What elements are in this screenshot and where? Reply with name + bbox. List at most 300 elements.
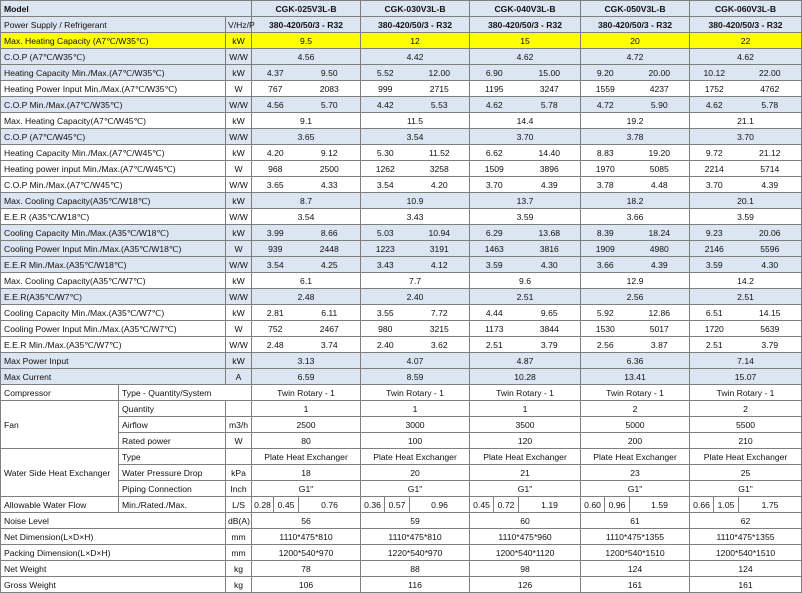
row-label: Allowable Water Flow xyxy=(1,497,119,513)
min-value-cell: 1262 xyxy=(361,161,410,177)
value-cell: 14.4 xyxy=(470,113,581,129)
min-value-cell: 3.66 xyxy=(581,257,630,273)
min-value-cell: 1530 xyxy=(581,321,630,337)
value-cell: 2.40 xyxy=(361,289,470,305)
unit-cell: W/W xyxy=(226,129,252,145)
row-label: E.E.R Min./Max.(A35℃/W7℃) xyxy=(1,337,226,353)
max-value-cell: 20.06 xyxy=(739,225,802,241)
max-value-cell: 4.39 xyxy=(519,177,581,193)
flow-value-cell: 0.45 xyxy=(470,497,494,513)
water-flow-row xyxy=(1,497,802,513)
row-label: Water Side Heat Exchanger xyxy=(1,449,119,497)
value-cell: 22 xyxy=(690,33,802,49)
min-value-cell: 999 xyxy=(361,81,410,97)
max-value-cell: 2715 xyxy=(410,81,470,97)
flow-value-cell: 0.60 xyxy=(581,497,605,513)
model-header-row xyxy=(1,1,802,17)
min-value-cell: 6.62 xyxy=(470,145,519,161)
value-cell: 13.7 xyxy=(470,193,581,209)
value-cell: 1 xyxy=(252,401,361,417)
spec-row xyxy=(1,289,802,305)
max-value-cell: 4.12 xyxy=(410,257,470,273)
value-cell: 80 xyxy=(252,433,361,449)
value-cell: 116 xyxy=(361,577,470,593)
min-value-cell: 4.62 xyxy=(690,97,739,113)
packing-dimension-row xyxy=(1,545,802,561)
max-value-cell: 6.11 xyxy=(299,305,361,321)
value-cell: G1" xyxy=(361,481,470,497)
fan-row xyxy=(1,417,802,433)
unit-cell: kW xyxy=(226,33,252,49)
value-cell: 4.62 xyxy=(690,49,802,65)
value-cell: 18 xyxy=(252,465,361,481)
max-value-cell: 5.90 xyxy=(630,97,690,113)
unit-cell: dB(A) xyxy=(226,513,252,529)
spec-row xyxy=(1,161,802,177)
min-value-cell: 767 xyxy=(252,81,299,97)
min-value-cell: 1909 xyxy=(581,241,630,257)
value-cell: 15.07 xyxy=(690,369,802,385)
min-value-cell: 8.39 xyxy=(581,225,630,241)
sub-label: Piping Connection xyxy=(119,481,226,497)
value-cell: 3.59 xyxy=(470,209,581,225)
row-label: C.O.P (A7℃/W35℃) xyxy=(1,49,226,65)
value-cell: 3.78 xyxy=(581,129,690,145)
value-cell: Twin Rotary - 1 xyxy=(470,385,581,401)
unit-cell: kW xyxy=(226,113,252,129)
row-label: Heating power input Min./Max.(A7℃/W45℃) xyxy=(1,161,226,177)
min-value-cell: 5.30 xyxy=(361,145,410,161)
value-cell: 2.51 xyxy=(470,289,581,305)
value-cell: 1110*475*810 xyxy=(252,529,361,545)
unit-cell: A xyxy=(226,369,252,385)
min-value-cell: 3.59 xyxy=(690,257,739,273)
min-value-cell: 9.20 xyxy=(581,65,630,81)
max-value-cell: 3215 xyxy=(410,321,470,337)
spec-row xyxy=(1,337,802,353)
spec-row xyxy=(1,97,802,113)
flow-value-cell: 0.36 xyxy=(361,497,385,513)
min-value-cell: 4.62 xyxy=(470,97,519,113)
min-value-cell: 4.37 xyxy=(252,65,299,81)
sub-label: Type - Quantity/System xyxy=(119,385,252,401)
value-cell: 161 xyxy=(581,577,690,593)
min-value-cell: 5.92 xyxy=(581,305,630,321)
row-label: Packing Dimension(L×D×H) xyxy=(1,545,226,561)
value-cell: 11.5 xyxy=(361,113,470,129)
value-cell: 120 xyxy=(470,433,581,449)
min-value-cell: 2.81 xyxy=(252,305,299,321)
unit-cell: W xyxy=(226,241,252,257)
min-value-cell: 4.20 xyxy=(252,145,299,161)
value-cell: 126 xyxy=(470,577,581,593)
value-cell: 18.2 xyxy=(581,193,690,209)
max-value-cell: 4.39 xyxy=(739,177,802,193)
unit-cell: W/W xyxy=(226,97,252,113)
power-supply-row xyxy=(1,17,802,33)
max-value-cell: 5714 xyxy=(739,161,802,177)
min-value-cell: 2.51 xyxy=(690,337,739,353)
value-cell: 59 xyxy=(361,513,470,529)
spec-row xyxy=(1,241,802,257)
min-value-cell: 6.51 xyxy=(690,305,739,321)
min-value-cell: 3.54 xyxy=(361,177,410,193)
spec-row xyxy=(1,33,802,49)
max-value-cell: 9.12 xyxy=(299,145,361,161)
unit-cell: W xyxy=(226,161,252,177)
value-cell: 380-420/50/3 - R32 xyxy=(581,17,690,33)
value-cell: Twin Rotary - 1 xyxy=(690,385,802,401)
min-value-cell: 5.03 xyxy=(361,225,410,241)
min-value-cell: 10.12 xyxy=(690,65,739,81)
max-value-cell: 4.25 xyxy=(299,257,361,273)
spec-row xyxy=(1,321,802,337)
max-value-cell: 5085 xyxy=(630,161,690,177)
row-label: Noise Level xyxy=(1,513,226,529)
spec-row xyxy=(1,129,802,145)
spec-row xyxy=(1,209,802,225)
spec-row xyxy=(1,353,802,369)
min-value-cell: 2.40 xyxy=(361,337,410,353)
max-value-cell: 4.39 xyxy=(630,257,690,273)
value-cell: 1 xyxy=(361,401,470,417)
flow-value-cell: 1.59 xyxy=(630,497,690,513)
value-cell: 1200*540*1510 xyxy=(581,545,690,561)
max-value-cell: 3191 xyxy=(410,241,470,257)
min-value-cell: 1559 xyxy=(581,81,630,97)
value-cell: 13.41 xyxy=(581,369,690,385)
max-value-cell: 5639 xyxy=(739,321,802,337)
flow-value-cell: 1.75 xyxy=(739,497,802,513)
spec-row xyxy=(1,145,802,161)
sub-label: Water Pressure Drop xyxy=(119,465,226,481)
water-side-row xyxy=(1,481,802,497)
min-value-cell: 2214 xyxy=(690,161,739,177)
row-label: Max Power Input xyxy=(1,353,226,369)
min-value-cell: 6.90 xyxy=(470,65,519,81)
value-cell: G1" xyxy=(252,481,361,497)
row-label: Cooling Power Input Min./Max.(A35℃/W7℃) xyxy=(1,321,226,337)
unit-cell: kW xyxy=(226,305,252,321)
value-cell: 8.7 xyxy=(252,193,361,209)
max-value-cell: 4.20 xyxy=(410,177,470,193)
unit-cell: mm xyxy=(226,545,252,561)
model-name: CGK-060V3L-B xyxy=(690,1,802,17)
max-value-cell: 4.33 xyxy=(299,177,361,193)
value-cell: 1220*540*970 xyxy=(361,545,470,561)
max-value-cell: 4237 xyxy=(630,81,690,97)
max-value-cell: 3.62 xyxy=(410,337,470,353)
value-cell: 380-420/50/3 - R32 xyxy=(690,17,802,33)
value-cell: 106 xyxy=(252,577,361,593)
value-cell: 6.1 xyxy=(252,273,361,289)
fan-row xyxy=(1,401,802,417)
row-label: Cooling Capacity Min./Max.(A35℃/W18℃) xyxy=(1,225,226,241)
spec-row xyxy=(1,49,802,65)
row-label: E.E.R (A35℃/W18℃) xyxy=(1,209,226,225)
value-cell: 3.54 xyxy=(361,129,470,145)
value-cell: 2500 xyxy=(252,417,361,433)
flow-value-cell: 0.72 xyxy=(494,497,519,513)
unit-cell: W/W xyxy=(226,177,252,193)
min-value-cell: 3.59 xyxy=(470,257,519,273)
value-cell: 4.07 xyxy=(361,353,470,369)
min-value-cell: 2.56 xyxy=(581,337,630,353)
value-cell: 2.48 xyxy=(252,289,361,305)
value-cell: 3.66 xyxy=(581,209,690,225)
unit-cell: m3/h xyxy=(226,417,252,433)
value-cell: 9.6 xyxy=(470,273,581,289)
unit-cell: W xyxy=(226,321,252,337)
max-value-cell: 5596 xyxy=(739,241,802,257)
flow-value-cell: 0.76 xyxy=(299,497,361,513)
row-label: Max. Heating Capacity(A7℃/W45℃) xyxy=(1,113,226,129)
max-value-cell: 3.79 xyxy=(739,337,802,353)
row-label: Heating Capacity Min./Max.(A7℃/W35℃) xyxy=(1,65,226,81)
value-cell: Plate Heat Exchanger xyxy=(361,449,470,465)
max-value-cell: 13.68 xyxy=(519,225,581,241)
max-value-cell: 5.53 xyxy=(410,97,470,113)
max-value-cell: 19.20 xyxy=(630,145,690,161)
value-cell: 8.59 xyxy=(361,369,470,385)
min-value-cell: 3.70 xyxy=(470,177,519,193)
flow-value-cell: 0.96 xyxy=(605,497,630,513)
min-value-cell: 1463 xyxy=(470,241,519,257)
value-cell: 62 xyxy=(690,513,802,529)
value-cell: 23 xyxy=(581,465,690,481)
row-label: Cooling Capacity Min./Max.(A35℃/W7℃) xyxy=(1,305,226,321)
water-side-row xyxy=(1,465,802,481)
min-value-cell: 939 xyxy=(252,241,299,257)
unit-cell: kW xyxy=(226,225,252,241)
max-value-cell: 3896 xyxy=(519,161,581,177)
unit-cell: W/W xyxy=(226,49,252,65)
compressor-row xyxy=(1,385,802,401)
value-cell: 100 xyxy=(361,433,470,449)
max-value-cell: 12.86 xyxy=(630,305,690,321)
value-cell: 161 xyxy=(690,577,802,593)
row-label: Gross Weight xyxy=(1,577,226,593)
value-cell: 3.54 xyxy=(252,209,361,225)
unit-cell: kW xyxy=(226,145,252,161)
spec-row xyxy=(1,81,802,97)
value-cell: 4.87 xyxy=(470,353,581,369)
max-value-cell: 11.52 xyxy=(410,145,470,161)
min-value-cell: 2.48 xyxy=(252,337,299,353)
value-cell: 2.51 xyxy=(690,289,802,305)
max-value-cell: 5.70 xyxy=(299,97,361,113)
spec-row xyxy=(1,369,802,385)
value-cell: 3.70 xyxy=(690,129,802,145)
row-label: C.O.P (A7℃/W45℃) xyxy=(1,129,226,145)
max-value-cell: 8.66 xyxy=(299,225,361,241)
row-label: C.O.P Min./Max.(A7℃/W45℃) xyxy=(1,177,226,193)
unit-cell: W xyxy=(226,81,252,97)
sub-label: Airflow xyxy=(119,417,226,433)
spec-row xyxy=(1,113,802,129)
value-cell: 4.62 xyxy=(470,49,581,65)
max-value-cell: 2500 xyxy=(299,161,361,177)
flow-value-cell: 1.05 xyxy=(714,497,739,513)
min-value-cell: 968 xyxy=(252,161,299,177)
noise-row xyxy=(1,513,802,529)
value-cell: 1200*540*1510 xyxy=(690,545,802,561)
max-value-cell: 22.00 xyxy=(739,65,802,81)
net-dimension-row xyxy=(1,529,802,545)
model-name: CGK-030V3L-B xyxy=(361,1,470,17)
min-value-cell: 752 xyxy=(252,321,299,337)
value-cell: 9.1 xyxy=(252,113,361,129)
value-cell: 12.9 xyxy=(581,273,690,289)
unit-cell: W/W xyxy=(226,209,252,225)
min-value-cell: 3.55 xyxy=(361,305,410,321)
max-value-cell: 2448 xyxy=(299,241,361,257)
max-value-cell: 15.00 xyxy=(519,65,581,81)
model-name: CGK-040V3L-B xyxy=(470,1,581,17)
spec-row xyxy=(1,273,802,289)
min-value-cell: 9.72 xyxy=(690,145,739,161)
max-value-cell: 4.30 xyxy=(739,257,802,273)
unit-cell: V/Hz/P xyxy=(226,17,252,33)
value-cell: 56 xyxy=(252,513,361,529)
min-value-cell: 2.51 xyxy=(470,337,519,353)
row-label: Max Current xyxy=(1,369,226,385)
min-value-cell: 3.70 xyxy=(690,177,739,193)
max-value-cell: 3.74 xyxy=(299,337,361,353)
value-cell: G1" xyxy=(690,481,802,497)
unit-cell xyxy=(226,449,252,465)
spec-row xyxy=(1,193,802,209)
min-value-cell: 4.42 xyxy=(361,97,410,113)
min-value-cell: 4.56 xyxy=(252,97,299,113)
value-cell: 25 xyxy=(690,465,802,481)
value-cell: 4.42 xyxy=(361,49,470,65)
value-cell: 1 xyxy=(470,401,581,417)
row-label: Max. Cooling Capacity(A35℃/W18℃) xyxy=(1,193,226,209)
value-cell: 210 xyxy=(690,433,802,449)
spec-row xyxy=(1,257,802,273)
max-value-cell: 4980 xyxy=(630,241,690,257)
value-cell: 20 xyxy=(581,33,690,49)
flow-value-cell: 0.57 xyxy=(385,497,410,513)
value-cell: 10.28 xyxy=(470,369,581,385)
max-value-cell: 5017 xyxy=(630,321,690,337)
unit-cell: W xyxy=(226,433,252,449)
max-value-cell: 2467 xyxy=(299,321,361,337)
spec-row xyxy=(1,305,802,321)
row-label: Cooling Power Input Min./Max.(A35℃/W18℃) xyxy=(1,241,226,257)
unit-cell: kPa xyxy=(226,465,252,481)
row-label: E.E.R Min./Max.(A35℃/W18℃) xyxy=(1,257,226,273)
value-cell: 124 xyxy=(581,561,690,577)
unit-cell: L/S xyxy=(226,497,252,513)
min-value-cell: 1223 xyxy=(361,241,410,257)
value-cell: 20.1 xyxy=(690,193,802,209)
value-cell: 78 xyxy=(252,561,361,577)
value-cell: 1110*475*960 xyxy=(470,529,581,545)
flow-value-cell: 0.45 xyxy=(274,497,299,513)
min-value-cell: 980 xyxy=(361,321,410,337)
spec-row xyxy=(1,225,802,241)
unit-cell: mm xyxy=(226,529,252,545)
min-value-cell: 1752 xyxy=(690,81,739,97)
value-cell: 7.7 xyxy=(361,273,470,289)
min-value-cell: 5.52 xyxy=(361,65,410,81)
value-cell: 380-420/50/3 - R32 xyxy=(470,17,581,33)
max-value-cell: 4.48 xyxy=(630,177,690,193)
value-cell: 61 xyxy=(581,513,690,529)
max-value-cell: 5.78 xyxy=(739,97,802,113)
value-cell: 2.56 xyxy=(581,289,690,305)
row-label: Heating Capacity Min./Max.(A7℃/W45℃) xyxy=(1,145,226,161)
max-value-cell: 9.65 xyxy=(519,305,581,321)
max-value-cell: 3247 xyxy=(519,81,581,97)
row-label: Model xyxy=(1,1,252,17)
max-value-cell: 3.87 xyxy=(630,337,690,353)
value-cell: 2 xyxy=(690,401,802,417)
sub-label: Min./Rated./Max. xyxy=(119,497,226,513)
flow-value-cell: 1.19 xyxy=(519,497,581,513)
value-cell: 1110*475*1355 xyxy=(581,529,690,545)
value-cell: Plate Heat Exchanger xyxy=(470,449,581,465)
value-cell: 3.43 xyxy=(361,209,470,225)
value-cell: 7.14 xyxy=(690,353,802,369)
value-cell: 1110*475*810 xyxy=(361,529,470,545)
value-cell: 1110*475*1355 xyxy=(690,529,802,545)
value-cell: 15 xyxy=(470,33,581,49)
min-value-cell: 3.43 xyxy=(361,257,410,273)
min-value-cell: 3.99 xyxy=(252,225,299,241)
value-cell: 10.9 xyxy=(361,193,470,209)
min-value-cell: 1509 xyxy=(470,161,519,177)
value-cell: Twin Rotary - 1 xyxy=(581,385,690,401)
sub-label: Rated power xyxy=(119,433,226,449)
row-label: Power Supply / Refrigerant xyxy=(1,17,226,33)
row-label: Heating Power Input Min./Max.(A7℃/W35℃) xyxy=(1,81,226,97)
min-value-cell: 3.54 xyxy=(252,257,299,273)
value-cell: 3.59 xyxy=(690,209,802,225)
max-value-cell: 3844 xyxy=(519,321,581,337)
flow-value-cell: 0.28 xyxy=(252,497,274,513)
min-value-cell: 3.78 xyxy=(581,177,630,193)
value-cell: G1" xyxy=(470,481,581,497)
unit-cell: kW xyxy=(226,65,252,81)
value-cell: 1200*540*1120 xyxy=(470,545,581,561)
gross-weight-row xyxy=(1,577,802,593)
model-name: CGK-025V3L-B xyxy=(252,1,361,17)
value-cell: 19.2 xyxy=(581,113,690,129)
value-cell: 98 xyxy=(470,561,581,577)
max-value-cell: 2083 xyxy=(299,81,361,97)
value-cell: Plate Heat Exchanger xyxy=(252,449,361,465)
unit-cell: kW xyxy=(226,193,252,209)
spec-row xyxy=(1,65,802,81)
value-cell: 3.70 xyxy=(470,129,581,145)
unit-cell: Inch xyxy=(226,481,252,497)
value-cell: 20 xyxy=(361,465,470,481)
sub-label: Type xyxy=(119,449,226,465)
value-cell: 6.59 xyxy=(252,369,361,385)
value-cell: G1" xyxy=(581,481,690,497)
value-cell: 2 xyxy=(581,401,690,417)
unit-cell: kg xyxy=(226,577,252,593)
min-value-cell: 8.83 xyxy=(581,145,630,161)
value-cell: 3.65 xyxy=(252,129,361,145)
value-cell: 14.2 xyxy=(690,273,802,289)
value-cell: 380-420/50/3 - R32 xyxy=(361,17,470,33)
value-cell: 3000 xyxy=(361,417,470,433)
value-cell: 1200*540*970 xyxy=(252,545,361,561)
